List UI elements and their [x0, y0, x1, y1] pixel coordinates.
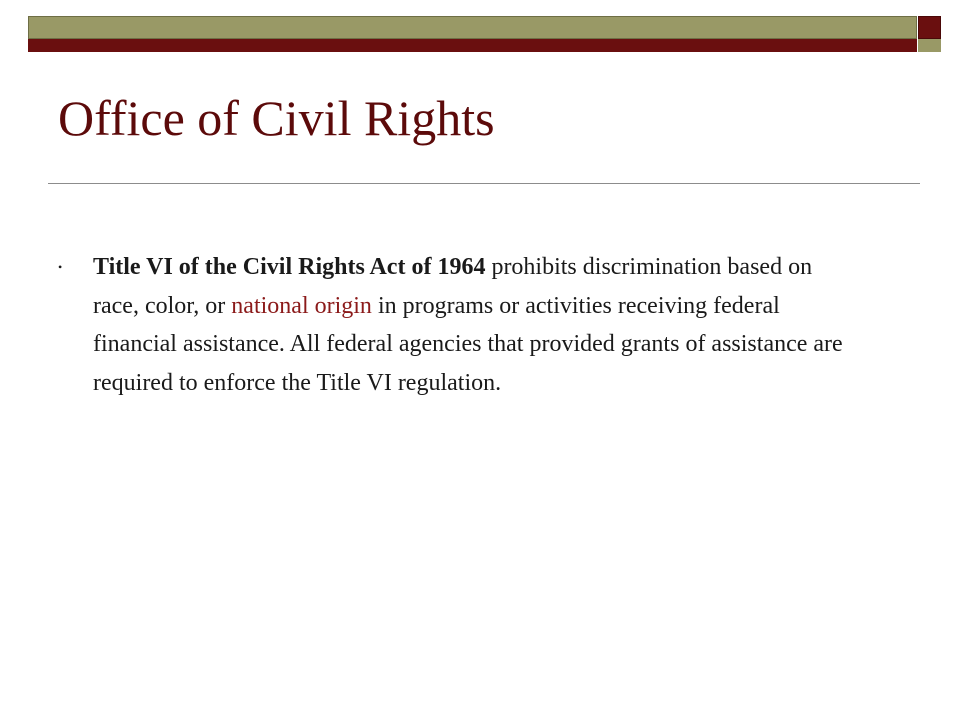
bullet-text-part2: in programs or activities receiving federal financial assistance. All federal agencies that provided grants of assistance are required to enforce the Title VI regulation. — [93, 292, 843, 396]
bullet-lead-text: Title VI of the Civil Rights Act of 1964 — [93, 254, 486, 280]
corner-maroon-square — [918, 16, 941, 39]
top-olive-bar — [28, 16, 917, 39]
bullet-text-part1: prohibits discrimination based on race, color, or — [93, 254, 813, 319]
slide-content — [58, 248, 858, 402]
bullet-highlight-text: national origin — [231, 292, 372, 319]
bullet-item — [58, 248, 858, 402]
bullet-dot-icon: • — [58, 260, 63, 274]
corner-olive-square — [918, 39, 941, 52]
top-maroon-bar — [28, 39, 917, 52]
title-divider — [48, 183, 920, 184]
slide-title: Office of Civil Rights — [58, 90, 495, 146]
